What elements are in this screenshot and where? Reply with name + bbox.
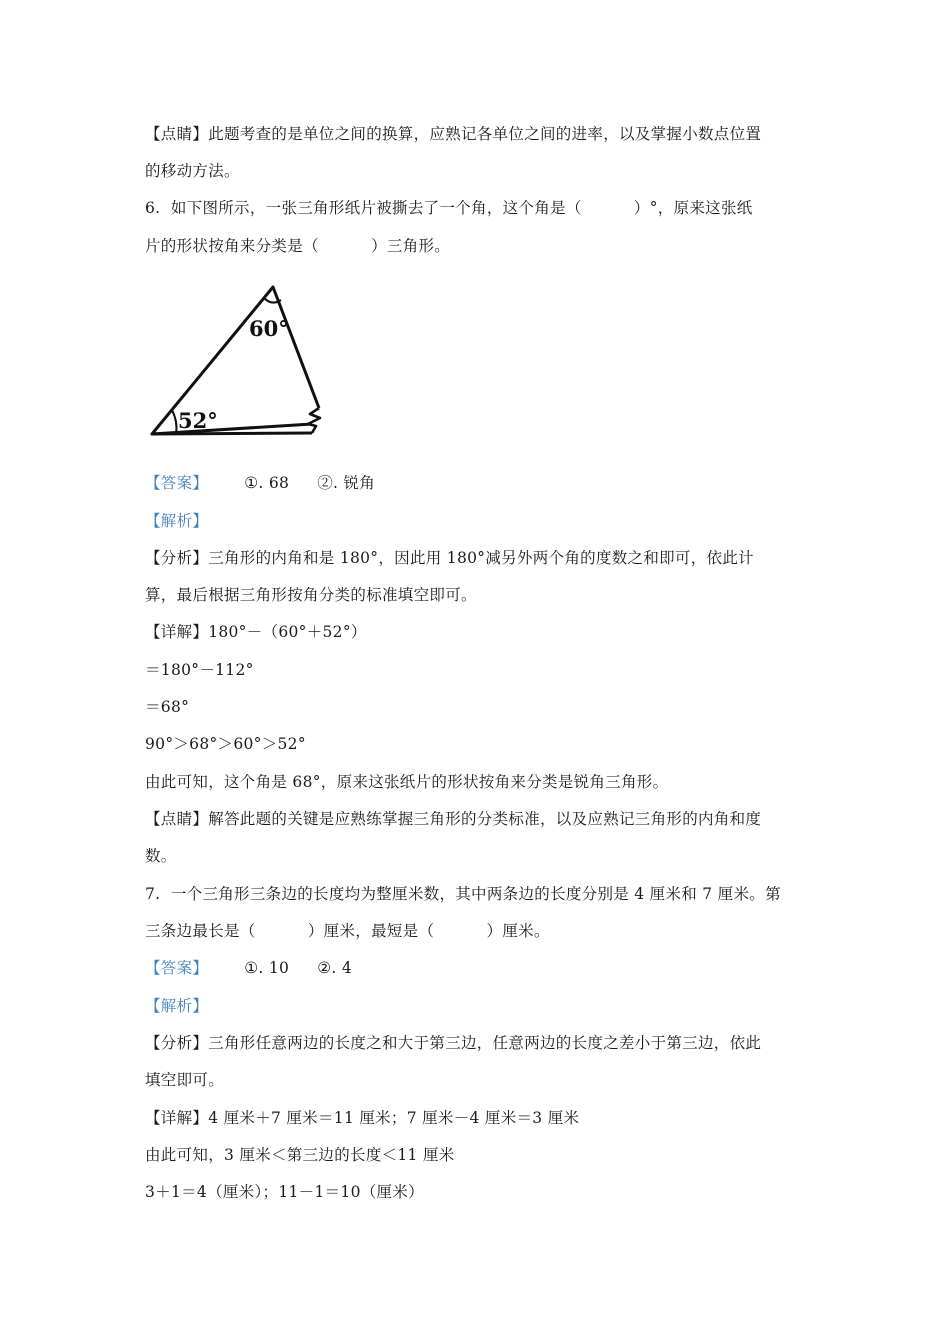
- question-7-line-1: 7. 一个三角形三条边的长度均为整厘米数，其中两条边的长度分别是 4 厘米和 7 厘米。第: [145, 885, 781, 903]
- answer-row-q7: [145, 958, 352, 978]
- answer-1: ①. 68: [244, 474, 290, 492]
- answer-row-q6: [145, 473, 375, 493]
- analysis-label-q6: 【解析】: [145, 512, 209, 530]
- detail-line-1: 【详解】180°－（60°＋52°）: [145, 623, 367, 641]
- left-angle-label: 52°: [178, 408, 218, 433]
- question-7-line-2: 三条边最长是（ ）厘米，最短是（ ）厘米。: [145, 922, 550, 940]
- answer-2: ②. 锐角: [317, 474, 376, 492]
- detail-q7-line-3: 3＋1＝4（厘米）；11－1＝10（厘米）: [145, 1183, 424, 1201]
- question-6-line-1: 6. 如下图所示，一张三角形纸片被撕去了一个角，这个角是（ ）°，原来这张纸: [145, 199, 753, 217]
- tip-line-2: 的移动方法。: [145, 162, 240, 180]
- answer-2: ②. 4: [317, 959, 352, 977]
- tip-q6-line-1: 【点睛】解答此题的关键是应熟练掌握三角形的分类标准，以及应熟记三角形的内角和度: [145, 810, 762, 828]
- detail-line-2: ＝180°－112°: [145, 661, 254, 679]
- torn-triangle-figure: [148, 284, 334, 440]
- answer-label: 【答案】: [145, 959, 209, 977]
- detail-line-3: ＝68°: [145, 698, 190, 716]
- analysis-q7-line-2: 填空即可。: [145, 1071, 225, 1089]
- answer-label: 【答案】: [145, 474, 209, 492]
- tip-line-1: 【点睛】此题考查的是单位之间的换算，应熟记各单位之间的进率，以及掌握小数点位置: [145, 125, 762, 143]
- analysis-q7-line-1: 【分析】三角形任意两边的长度之和大于第三边，任意两边的长度之差小于第三边，依此: [145, 1034, 762, 1052]
- tip-q6-line-2: 数。: [145, 847, 177, 865]
- answer-1: ①. 10: [244, 959, 290, 977]
- analysis-line-1: 【分析】三角形的内角和是 180°，因此用 180°减另外两个角的度数之和即可，依此计: [145, 549, 754, 567]
- detail-line-4: 90°＞68°＞60°＞52°: [145, 735, 306, 753]
- question-6-line-2: 片的形状按角来分类是（ ）三角形。: [145, 237, 451, 255]
- torn-edge: [308, 408, 320, 433]
- analysis-line-2: 算，最后根据三角形按角分类的标准填空即可。: [145, 586, 477, 604]
- detail-q7-line-1: 【详解】4 厘米＋7 厘米＝11 厘米；7 厘米－4 厘米＝3 厘米: [145, 1109, 580, 1127]
- left-angle-arc: [172, 410, 177, 434]
- top-angle-label: 60°: [249, 316, 289, 341]
- detail-q7-line-2: 由此可知，3 厘米＜第三边的长度＜11 厘米: [145, 1146, 455, 1164]
- conclusion-line: 由此可知，这个角是 68°，原来这张纸片的形状按角来分类是锐角三角形。: [145, 773, 669, 791]
- analysis-label-q7: 【解析】: [145, 997, 209, 1015]
